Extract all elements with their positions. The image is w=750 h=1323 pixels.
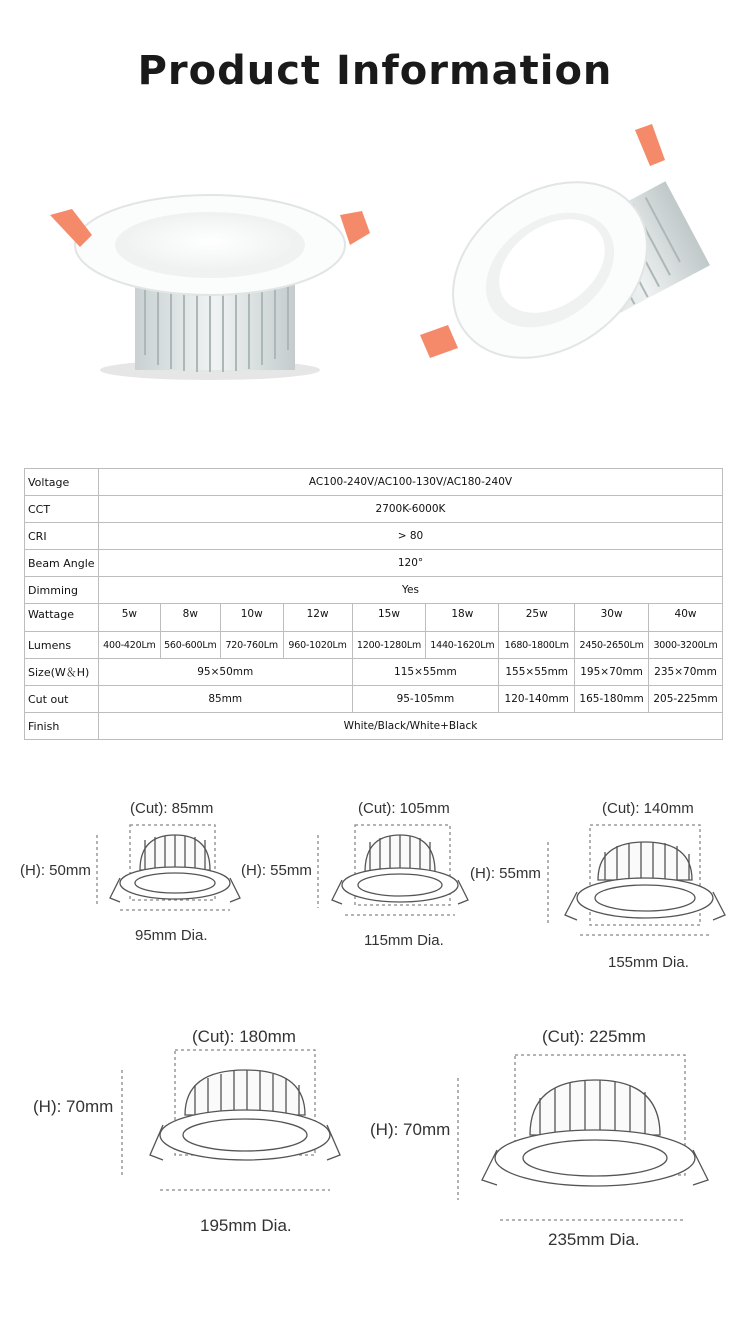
- cut-label: (Cut): 140mm: [602, 800, 694, 817]
- lumens-cell: 1200-1280Lm: [352, 632, 426, 659]
- size-cell: 155×55mm: [499, 659, 575, 686]
- cut-out-cell: 205-225mm: [649, 686, 723, 713]
- row-finish: [25, 713, 723, 740]
- row-cut-out: [25, 686, 723, 713]
- finish-value: White/Black/White+Black: [98, 713, 722, 740]
- downlight-photo-front: [40, 185, 380, 385]
- wattage-cell: 12w: [283, 604, 352, 632]
- diameter-label: 235mm Dia.: [548, 1230, 640, 1249]
- row-lumens: [25, 632, 723, 659]
- lumens-label: Lumens: [25, 632, 99, 659]
- lumens-cell: 560-600Lm: [160, 632, 220, 659]
- dimming-label: Dimming: [25, 577, 99, 604]
- size-cell: 195×70mm: [575, 659, 649, 686]
- drawing-225mm: [458, 1055, 708, 1220]
- cri-label: CRI: [25, 523, 99, 550]
- wattage-cell: 30w: [575, 604, 649, 632]
- wattage-cell: 25w: [499, 604, 575, 632]
- size-cell: 95×50mm: [98, 659, 352, 686]
- cut-label: (Cut): 105mm: [358, 800, 450, 817]
- lumens-cell: 400-420Lm: [98, 632, 160, 659]
- height-label: (H): 50mm: [20, 862, 91, 879]
- size-cell: 115×55mm: [352, 659, 499, 686]
- size-label: Size(W＆H): [25, 659, 99, 686]
- height-label: (H): 55mm: [470, 865, 541, 882]
- page-title: Product Information: [137, 48, 613, 94]
- finish-label: Finish: [25, 713, 99, 740]
- row-beam-angle: [25, 550, 723, 577]
- lumens-cell: 1440-1620Lm: [426, 632, 499, 659]
- wattage-cell: 18w: [426, 604, 499, 632]
- row-size: [25, 659, 723, 686]
- drawing-140mm: [548, 825, 725, 935]
- drawing-85mm: [97, 825, 240, 910]
- cut-label: (Cut): 85mm: [130, 800, 214, 817]
- spec-table: [24, 468, 723, 740]
- voltage-value: AC100-240V/AC100-130V/AC180-240V: [98, 469, 722, 496]
- drawing-105mm: [318, 825, 468, 915]
- row-cri: [25, 523, 723, 550]
- lumens-cell: 1680-1800Lm: [499, 632, 575, 659]
- row-dimming: [25, 577, 723, 604]
- cut-out-cell: 120-140mm: [499, 686, 575, 713]
- beam-angle-value: 120°: [98, 550, 722, 577]
- diameter-label: 155mm Dia.: [608, 954, 689, 971]
- height-label: (H): 70mm: [370, 1120, 451, 1139]
- lumens-cell: 960-1020Lm: [283, 632, 352, 659]
- cct-value: 2700K-6000K: [98, 496, 722, 523]
- wattage-cell: 5w: [98, 604, 160, 632]
- cct-label: CCT: [25, 496, 99, 523]
- voltage-label: Voltage: [25, 469, 99, 496]
- beam-angle-label: Beam Angle: [25, 550, 99, 577]
- cut-out-cell: 85mm: [98, 686, 352, 713]
- row-wattage: [25, 604, 723, 632]
- cut-out-cell: 95-105mm: [352, 686, 499, 713]
- cut-label: (Cut): 180mm: [192, 1027, 296, 1046]
- row-cct: [25, 496, 723, 523]
- drawing-180mm: [122, 1050, 340, 1190]
- wattage-label: Wattage: [25, 604, 99, 632]
- wattage-cell: 8w: [160, 604, 220, 632]
- wattage-cell: 10w: [220, 604, 283, 632]
- cri-value: > 80: [98, 523, 722, 550]
- downlight-photo-angled: [410, 120, 710, 390]
- diameter-label: 195mm Dia.: [200, 1216, 292, 1235]
- height-label: (H): 55mm: [241, 862, 312, 879]
- size-cell: 235×70mm: [649, 659, 723, 686]
- dimming-value: Yes: [98, 577, 722, 604]
- height-label: (H): 70mm: [33, 1097, 114, 1116]
- row-voltage: [25, 469, 723, 496]
- diameter-label: 95mm Dia.: [135, 927, 208, 944]
- cut-label: (Cut): 225mm: [542, 1027, 646, 1046]
- wattage-cell: 40w: [649, 604, 723, 632]
- diameter-label: 115mm Dia.: [364, 932, 444, 949]
- wattage-cell: 15w: [352, 604, 426, 632]
- cut-out-label: Cut out: [25, 686, 99, 713]
- lumens-cell: 720-760Lm: [220, 632, 283, 659]
- lumens-cell: 3000-3200Lm: [649, 632, 723, 659]
- lumens-cell: 2450-2650Lm: [575, 632, 649, 659]
- cut-out-cell: 165-180mm: [575, 686, 649, 713]
